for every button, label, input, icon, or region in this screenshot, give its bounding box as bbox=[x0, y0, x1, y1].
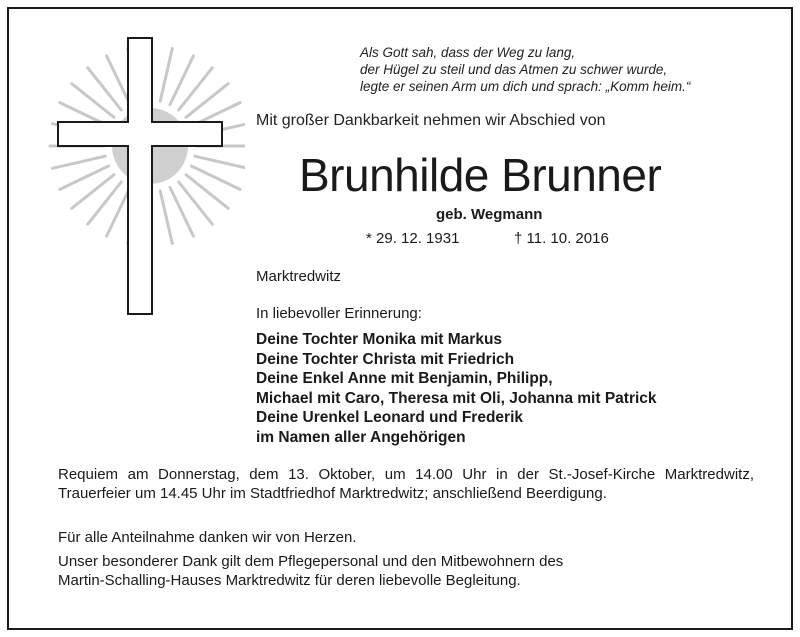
mourners-list bbox=[256, 330, 657, 447]
requiem-text: Requiem am Donnerstag, dem 13. Oktober, um 14.00 Uhr in der St.-Josef-Kirche Marktredwitz, Trauerfeier um 14.45 Uhr im Stadtfriedhof Marktredwitz; anschließend Beerdigung. bbox=[58, 466, 754, 502]
special-thanks bbox=[58, 552, 758, 590]
poem-line: der Hügel zu steil und das Atmen zu schwer wurde, bbox=[360, 62, 668, 77]
mourner-line: Michael mit Caro, Theresa mit Oli, Johanna mit Patrick bbox=[256, 389, 657, 407]
sun-ray bbox=[160, 49, 172, 102]
birth-date: * 29. 12. 1931 bbox=[366, 230, 460, 247]
cross-shape bbox=[58, 38, 222, 314]
special-thanks-line: Unser besonderer Dank gilt dem Pflegepersonal und den Mitbewohnern des bbox=[58, 553, 564, 570]
mourner-line: Deine Enkel Anne mit Benjamin, Philipp, bbox=[256, 370, 553, 387]
mourner-line: Deine Urenkel Leonard und Frederik bbox=[256, 409, 524, 426]
sun-ray bbox=[53, 156, 106, 168]
mourner-line: Deine Tochter Christa mit Friedrich bbox=[256, 350, 515, 368]
poem-line: Als Gott sah, dass der Weg zu lang, bbox=[360, 45, 576, 60]
poem bbox=[360, 44, 780, 95]
special-thanks-line: Martin-Schalling-Hauses Marktredwitz für deren liebevolle Begleitung. bbox=[58, 572, 521, 589]
sun-ray bbox=[160, 191, 172, 244]
intro-text: Mit großer Dankbarkeit nehmen wir Abschied von bbox=[256, 112, 606, 129]
sun-ray bbox=[195, 156, 245, 168]
memory-label: In liebevoller Erinnerung: bbox=[256, 305, 422, 322]
mourner-line: Deine Tochter Monika mit Markus bbox=[256, 331, 503, 348]
thanks-text: Für alle Anteilnahme danken wir von Herzen. bbox=[58, 529, 357, 546]
poem-line: legte er seinen Arm um dich und sprach: „Komm heim.“ bbox=[360, 79, 691, 94]
cross-icon bbox=[40, 28, 245, 328]
death-date: † 11. 10. 2016 bbox=[514, 230, 609, 247]
deceased-name: Brunhilde Brunner bbox=[299, 149, 662, 201]
mourner-line: im Namen aller Angehörigen bbox=[256, 428, 466, 446]
maiden-name: geb. Wegmann bbox=[436, 206, 543, 223]
city: Marktredwitz bbox=[256, 268, 342, 285]
